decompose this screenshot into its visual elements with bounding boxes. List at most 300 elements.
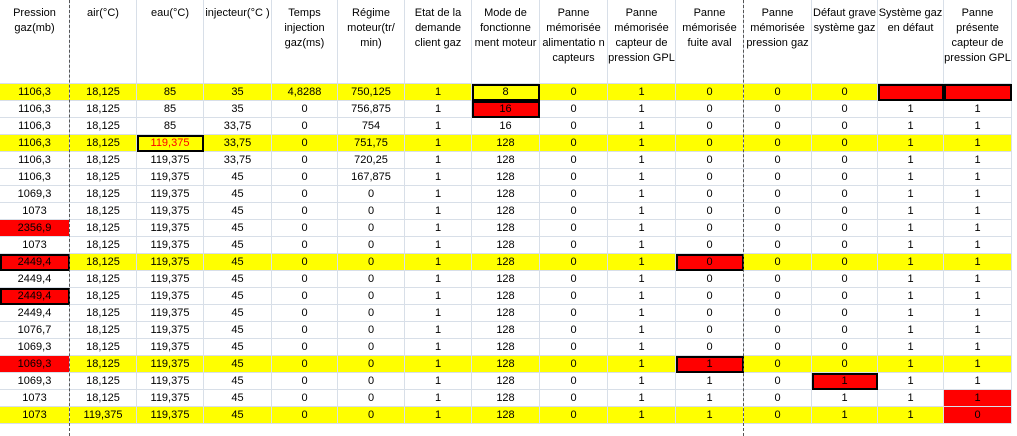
table-cell[interactable]: 128 — [472, 390, 540, 407]
table-cell[interactable]: 1 — [944, 203, 1012, 220]
table-cell[interactable]: 1 — [944, 135, 1012, 152]
column-header[interactable]: Système gaz en défaut — [878, 0, 944, 84]
table-cell[interactable]: 0 — [676, 220, 744, 237]
table-cell[interactable]: 0 — [540, 237, 608, 254]
table-cell[interactable]: 45 — [204, 356, 272, 373]
table-cell[interactable]: 119,375 — [137, 305, 204, 322]
column-header[interactable]: Régime moteur(tr/ min) — [338, 0, 405, 84]
table-cell[interactable]: 119,375 — [137, 373, 204, 390]
table-cell[interactable]: 756,875 — [338, 101, 405, 118]
table-cell[interactable]: 1 — [405, 220, 472, 237]
table-cell[interactable]: 119,375 — [137, 135, 204, 152]
table-cell[interactable]: 1 — [608, 373, 676, 390]
table-cell[interactable]: 1 — [878, 169, 944, 186]
table-cell[interactable]: 128 — [472, 356, 540, 373]
table-cell[interactable]: 18,125 — [70, 101, 137, 118]
table-cell[interactable]: 1 — [878, 407, 944, 424]
table-cell[interactable]: 0 — [540, 135, 608, 152]
table-cell[interactable]: 0 — [812, 169, 878, 186]
table-cell[interactable]: 1 — [405, 135, 472, 152]
table-cell[interactable]: 45 — [204, 288, 272, 305]
table-cell[interactable]: 18,125 — [70, 169, 137, 186]
table-cell[interactable]: 0 — [338, 237, 405, 254]
table-cell[interactable]: 0 — [338, 203, 405, 220]
column-header[interactable]: air(°C) — [70, 0, 137, 84]
table-cell[interactable]: 45 — [204, 254, 272, 271]
table-cell[interactable]: 1 — [608, 84, 676, 101]
table-cell[interactable]: 1 — [608, 220, 676, 237]
table-cell[interactable]: 2449,4 — [0, 271, 70, 288]
table-cell[interactable]: 119,375 — [137, 152, 204, 169]
column-header[interactable]: Pression gaz(mb) — [0, 0, 70, 84]
table-cell[interactable]: 1 — [878, 254, 944, 271]
table-cell[interactable]: 1 — [405, 169, 472, 186]
table-cell[interactable]: 720,25 — [338, 152, 405, 169]
table-cell[interactable]: 45 — [204, 322, 272, 339]
table-cell[interactable]: 0 — [540, 373, 608, 390]
table-cell[interactable]: 128 — [472, 288, 540, 305]
table-cell[interactable]: 1 — [676, 373, 744, 390]
table-cell[interactable]: 0 — [744, 305, 812, 322]
table-cell[interactable]: 33,75 — [204, 152, 272, 169]
table-cell[interactable]: 18,125 — [70, 305, 137, 322]
table-cell[interactable]: 0 — [540, 101, 608, 118]
table-cell[interactable]: 0 — [540, 220, 608, 237]
table-cell[interactable]: 1069,3 — [0, 356, 70, 373]
table-cell[interactable]: 1 — [676, 407, 744, 424]
table-cell[interactable]: 119,375 — [137, 271, 204, 288]
table-cell[interactable]: 119,375 — [137, 288, 204, 305]
table-cell[interactable]: 1 — [878, 322, 944, 339]
table-cell[interactable]: 33,75 — [204, 135, 272, 152]
table-cell[interactable]: 8 — [472, 84, 540, 101]
table-cell[interactable]: 2356,9 — [0, 220, 70, 237]
table-cell[interactable]: 1 — [405, 305, 472, 322]
table-cell[interactable]: 0 — [540, 356, 608, 373]
table-cell[interactable]: 1069,3 — [0, 339, 70, 356]
table-cell[interactable]: 0 — [338, 407, 405, 424]
table-cell[interactable]: 0 — [676, 305, 744, 322]
table-cell[interactable]: 18,125 — [70, 203, 137, 220]
table-cell[interactable]: 1 — [405, 118, 472, 135]
table-cell[interactable]: 0 — [812, 220, 878, 237]
table-cell[interactable]: 0 — [540, 203, 608, 220]
table-cell[interactable]: 45 — [204, 186, 272, 203]
table-cell[interactable]: 85 — [137, 101, 204, 118]
table-cell[interactable]: 0 — [540, 118, 608, 135]
column-header[interactable]: Etat de la demande client gaz — [405, 0, 472, 84]
table-cell[interactable]: 0 — [744, 339, 812, 356]
table-cell[interactable]: 128 — [472, 322, 540, 339]
table-cell[interactable]: 1 — [608, 339, 676, 356]
table-cell[interactable]: 0 — [744, 254, 812, 271]
table-cell[interactable]: 45 — [204, 390, 272, 407]
table-cell[interactable]: 0 — [272, 322, 338, 339]
table-cell[interactable]: 1 — [944, 186, 1012, 203]
table-cell[interactable]: 45 — [204, 220, 272, 237]
table-cell[interactable]: 128 — [472, 186, 540, 203]
table-cell[interactable]: 18,125 — [70, 322, 137, 339]
table-cell[interactable]: 128 — [472, 169, 540, 186]
table-cell[interactable]: 0 — [676, 339, 744, 356]
table-cell[interactable]: 0 — [676, 271, 744, 288]
table-cell[interactable]: 128 — [472, 254, 540, 271]
table-cell[interactable]: 1 — [878, 237, 944, 254]
table-cell[interactable]: 1 — [944, 101, 1012, 118]
table-cell[interactable]: 0 — [272, 356, 338, 373]
table-cell[interactable]: 0 — [338, 220, 405, 237]
table-cell[interactable]: 0 — [744, 271, 812, 288]
table-cell[interactable]: 0 — [812, 305, 878, 322]
table-cell[interactable]: 18,125 — [70, 356, 137, 373]
column-header[interactable]: Panne mémorisée alimentatio n capteurs — [540, 0, 608, 84]
table-cell[interactable]: 18,125 — [70, 152, 137, 169]
table-cell[interactable]: 1 — [944, 169, 1012, 186]
table-cell[interactable]: 1073 — [0, 390, 70, 407]
table-cell[interactable]: 1 — [878, 152, 944, 169]
table-cell[interactable]: 0 — [272, 118, 338, 135]
table-cell[interactable]: 0 — [338, 254, 405, 271]
table-cell[interactable]: 18,125 — [70, 237, 137, 254]
table-cell[interactable]: 128 — [472, 135, 540, 152]
table-cell[interactable]: 0 — [676, 237, 744, 254]
table-cell[interactable]: 1 — [878, 118, 944, 135]
table-cell[interactable]: 1 — [608, 254, 676, 271]
table-cell[interactable]: 0 — [540, 305, 608, 322]
table-cell[interactable]: 1 — [812, 390, 878, 407]
table-cell[interactable]: 1 — [405, 101, 472, 118]
table-cell[interactable]: 0 — [272, 101, 338, 118]
table-cell[interactable]: 0 — [272, 237, 338, 254]
table-cell[interactable]: 1069,3 — [0, 186, 70, 203]
table-cell[interactable]: 0 — [812, 271, 878, 288]
table-cell[interactable]: 1 — [944, 373, 1012, 390]
table-cell[interactable]: 1 — [878, 373, 944, 390]
table-cell[interactable]: 1 — [944, 84, 1012, 101]
table-cell[interactable]: 1 — [944, 254, 1012, 271]
table-cell[interactable]: 1 — [878, 101, 944, 118]
table-cell[interactable]: 1 — [944, 288, 1012, 305]
table-cell[interactable]: 0 — [272, 152, 338, 169]
table-cell[interactable]: 0 — [744, 373, 812, 390]
table-cell[interactable]: 18,125 — [70, 373, 137, 390]
table-cell[interactable]: 1 — [608, 356, 676, 373]
table-cell[interactable]: 1 — [812, 373, 878, 390]
table-cell[interactable]: 1 — [944, 356, 1012, 373]
table-cell[interactable]: 119,375 — [137, 169, 204, 186]
table-cell[interactable]: 1069,3 — [0, 373, 70, 390]
table-cell[interactable]: 18,125 — [70, 135, 137, 152]
table-cell[interactable]: 0 — [812, 135, 878, 152]
table-cell[interactable]: 0 — [272, 305, 338, 322]
table-cell[interactable]: 1 — [676, 390, 744, 407]
table-cell[interactable]: 45 — [204, 407, 272, 424]
table-cell[interactable]: 1 — [608, 271, 676, 288]
table-cell[interactable]: 18,125 — [70, 84, 137, 101]
table-cell[interactable]: 1 — [608, 288, 676, 305]
column-header[interactable]: Temps injection gaz(ms) — [272, 0, 338, 84]
table-cell[interactable]: 0 — [676, 152, 744, 169]
table-cell[interactable]: 1 — [812, 407, 878, 424]
table-cell[interactable]: 0 — [744, 152, 812, 169]
table-cell[interactable]: 0 — [540, 84, 608, 101]
table-cell[interactable]: 0 — [338, 322, 405, 339]
table-cell[interactable]: 18,125 — [70, 220, 137, 237]
table-cell[interactable]: 0 — [744, 356, 812, 373]
table-cell[interactable]: 1 — [878, 271, 944, 288]
table-cell[interactable]: 119,375 — [137, 390, 204, 407]
table-cell[interactable]: 754 — [338, 118, 405, 135]
table-cell[interactable]: 1106,3 — [0, 152, 70, 169]
table-cell[interactable]: 0 — [540, 169, 608, 186]
table-cell[interactable]: 1 — [676, 356, 744, 373]
table-cell[interactable]: 16 — [472, 118, 540, 135]
table-cell[interactable]: 1 — [405, 407, 472, 424]
table-cell[interactable]: 18,125 — [70, 339, 137, 356]
table-cell[interactable]: 0 — [338, 288, 405, 305]
table-cell[interactable]: 0 — [676, 118, 744, 135]
table-cell[interactable]: 85 — [137, 118, 204, 135]
table-cell[interactable]: 128 — [472, 237, 540, 254]
table-cell[interactable]: 0 — [744, 84, 812, 101]
table-cell[interactable]: 2449,4 — [0, 288, 70, 305]
table-cell[interactable]: 0 — [944, 407, 1012, 424]
table-cell[interactable]: 0 — [540, 390, 608, 407]
table-cell[interactable]: 0 — [338, 271, 405, 288]
column-header[interactable]: Panne mémorisée capteur de pression GPL — [608, 0, 676, 84]
table-cell[interactable]: 1106,3 — [0, 169, 70, 186]
table-cell[interactable]: 1 — [608, 101, 676, 118]
table-cell[interactable]: 128 — [472, 339, 540, 356]
table-cell[interactable]: 119,375 — [137, 220, 204, 237]
table-cell[interactable]: 45 — [204, 203, 272, 220]
table-cell[interactable]: 0 — [812, 186, 878, 203]
table-cell[interactable]: 1 — [944, 390, 1012, 407]
table-cell[interactable]: 0 — [676, 101, 744, 118]
table-cell[interactable]: 0 — [744, 186, 812, 203]
table-cell[interactable]: 1073 — [0, 407, 70, 424]
table-cell[interactable]: 1 — [944, 152, 1012, 169]
table-cell[interactable]: 128 — [472, 271, 540, 288]
table-cell[interactable]: 119,375 — [137, 322, 204, 339]
table-cell[interactable]: 128 — [472, 203, 540, 220]
table-cell[interactable]: 1 — [944, 271, 1012, 288]
table-cell[interactable]: 1076,7 — [0, 322, 70, 339]
table-cell[interactable]: 1 — [944, 220, 1012, 237]
table-cell[interactable]: 0 — [272, 203, 338, 220]
table-cell[interactable]: 1106,3 — [0, 135, 70, 152]
table-cell[interactable]: 1 — [405, 84, 472, 101]
table-cell[interactable]: 1 — [944, 339, 1012, 356]
table-cell[interactable]: 0 — [744, 101, 812, 118]
table-cell[interactable]: 0 — [540, 339, 608, 356]
column-header[interactable]: Panne présente capteur de pression GPL — [944, 0, 1012, 84]
table-cell[interactable]: 1106,3 — [0, 84, 70, 101]
table-cell[interactable]: 0 — [272, 186, 338, 203]
table-cell[interactable]: 0 — [812, 118, 878, 135]
table-cell[interactable]: 0 — [338, 356, 405, 373]
table-cell[interactable]: 0 — [676, 84, 744, 101]
table-cell[interactable]: 2449,4 — [0, 254, 70, 271]
table-cell[interactable]: 1 — [878, 203, 944, 220]
table-cell[interactable]: 16 — [472, 101, 540, 118]
table-cell[interactable]: 0 — [338, 339, 405, 356]
table-cell[interactable]: 0 — [676, 169, 744, 186]
table-cell[interactable]: 119,375 — [70, 407, 137, 424]
table-cell[interactable]: 1 — [608, 203, 676, 220]
table-cell[interactable]: 1073 — [0, 237, 70, 254]
table-cell[interactable]: 1 — [405, 373, 472, 390]
table-cell[interactable]: 0 — [812, 101, 878, 118]
table-cell[interactable]: 85 — [137, 84, 204, 101]
table-cell[interactable]: 0 — [540, 271, 608, 288]
table-cell[interactable]: 2449,4 — [0, 305, 70, 322]
table-cell[interactable]: 0 — [540, 254, 608, 271]
table-cell[interactable]: 45 — [204, 237, 272, 254]
table-cell[interactable]: 0 — [272, 135, 338, 152]
table-cell[interactable]: 18,125 — [70, 288, 137, 305]
table-cell[interactable]: 0 — [676, 203, 744, 220]
table-cell[interactable]: 0 — [812, 84, 878, 101]
table-cell[interactable]: 119,375 — [137, 203, 204, 220]
table-cell[interactable]: 0 — [338, 186, 405, 203]
table-cell[interactable]: 1 — [878, 135, 944, 152]
table-cell[interactable]: 4,8288 — [272, 84, 338, 101]
table-cell[interactable]: 128 — [472, 373, 540, 390]
table-cell[interactable]: 0 — [812, 288, 878, 305]
table-cell[interactable]: 1 — [608, 390, 676, 407]
column-header[interactable]: Défaut grave système gaz — [812, 0, 878, 84]
table-cell[interactable]: 0 — [338, 305, 405, 322]
table-cell[interactable]: 128 — [472, 220, 540, 237]
table-cell[interactable]: 45 — [204, 373, 272, 390]
table-cell[interactable]: 1 — [405, 356, 472, 373]
table-cell[interactable]: 45 — [204, 169, 272, 186]
table-cell[interactable]: 1 — [405, 237, 472, 254]
table-cell[interactable]: 1 — [944, 322, 1012, 339]
table-cell[interactable]: 1106,3 — [0, 101, 70, 118]
table-cell[interactable]: 33,75 — [204, 118, 272, 135]
table-cell[interactable]: 0 — [744, 203, 812, 220]
table-cell[interactable]: 0 — [812, 254, 878, 271]
table-cell[interactable]: 167,875 — [338, 169, 405, 186]
table-cell[interactable]: 18,125 — [70, 271, 137, 288]
table-cell[interactable]: 1 — [878, 288, 944, 305]
table-cell[interactable]: 18,125 — [70, 118, 137, 135]
table-cell[interactable]: 0 — [744, 237, 812, 254]
table-cell[interactable]: 1 — [878, 84, 944, 101]
table-cell[interactable]: 0 — [272, 288, 338, 305]
table-cell[interactable]: 1 — [405, 390, 472, 407]
table-cell[interactable]: 1 — [608, 305, 676, 322]
table-cell[interactable]: 0 — [676, 186, 744, 203]
column-header[interactable]: injecteur(°C ) — [204, 0, 272, 84]
table-cell[interactable]: 45 — [204, 339, 272, 356]
column-header[interactable]: Panne mémorisée pression gaz — [744, 0, 812, 84]
table-cell[interactable]: 1 — [878, 339, 944, 356]
table-cell[interactable]: 0 — [540, 152, 608, 169]
table-cell[interactable]: 119,375 — [137, 254, 204, 271]
table-cell[interactable]: 1 — [878, 186, 944, 203]
table-cell[interactable]: 1 — [405, 322, 472, 339]
table-cell[interactable]: 119,375 — [137, 237, 204, 254]
column-header[interactable]: Mode de fonctionne ment moteur — [472, 0, 540, 84]
table-cell[interactable]: 1 — [608, 118, 676, 135]
table-cell[interactable]: 0 — [676, 288, 744, 305]
table-cell[interactable]: 0 — [676, 254, 744, 271]
table-cell[interactable]: 1073 — [0, 203, 70, 220]
table-cell[interactable]: 0 — [812, 322, 878, 339]
table-cell[interactable]: 1 — [405, 152, 472, 169]
table-cell[interactable]: 0 — [540, 407, 608, 424]
table-cell[interactable]: 0 — [744, 407, 812, 424]
table-cell[interactable]: 18,125 — [70, 186, 137, 203]
table-cell[interactable]: 1 — [405, 254, 472, 271]
table-cell[interactable]: 0 — [812, 203, 878, 220]
table-cell[interactable]: 0 — [744, 169, 812, 186]
table-cell[interactable]: 1 — [878, 220, 944, 237]
table-cell[interactable]: 128 — [472, 305, 540, 322]
table-cell[interactable]: 0 — [812, 339, 878, 356]
table-cell[interactable]: 1 — [878, 305, 944, 322]
table-cell[interactable]: 1 — [944, 237, 1012, 254]
table-cell[interactable]: 1 — [608, 135, 676, 152]
table-cell[interactable]: 0 — [540, 322, 608, 339]
table-cell[interactable]: 1 — [608, 152, 676, 169]
table-cell[interactable]: 0 — [540, 186, 608, 203]
table-cell[interactable]: 0 — [338, 373, 405, 390]
table-cell[interactable]: 1 — [608, 237, 676, 254]
table-cell[interactable]: 0 — [812, 152, 878, 169]
table-cell[interactable]: 35 — [204, 101, 272, 118]
column-header[interactable]: eau(°C) — [137, 0, 204, 84]
table-cell[interactable]: 0 — [744, 220, 812, 237]
table-cell[interactable]: 119,375 — [137, 407, 204, 424]
table-cell[interactable]: 1 — [944, 118, 1012, 135]
table-cell[interactable]: 0 — [272, 339, 338, 356]
column-header[interactable]: Panne mémorisée fuite aval — [676, 0, 744, 84]
table-cell[interactable]: 119,375 — [137, 339, 204, 356]
table-cell[interactable]: 35 — [204, 84, 272, 101]
table-cell[interactable]: 0 — [272, 169, 338, 186]
table-cell[interactable]: 0 — [272, 220, 338, 237]
table-cell[interactable]: 0 — [272, 254, 338, 271]
table-cell[interactable]: 0 — [676, 322, 744, 339]
table-cell[interactable]: 119,375 — [137, 186, 204, 203]
table-cell[interactable]: 0 — [676, 135, 744, 152]
table-cell[interactable]: 1 — [878, 390, 944, 407]
table-cell[interactable]: 0 — [272, 390, 338, 407]
table-cell[interactable]: 1 — [405, 271, 472, 288]
table-cell[interactable]: 128 — [472, 407, 540, 424]
table-cell[interactable]: 128 — [472, 152, 540, 169]
table-cell[interactable]: 751,75 — [338, 135, 405, 152]
table-cell[interactable]: 45 — [204, 271, 272, 288]
table-cell[interactable]: 1 — [944, 305, 1012, 322]
table-cell[interactable]: 1 — [405, 203, 472, 220]
table-cell[interactable]: 0 — [744, 118, 812, 135]
table-cell[interactable]: 119,375 — [137, 356, 204, 373]
table-cell[interactable]: 0 — [272, 271, 338, 288]
table-cell[interactable]: 0 — [540, 288, 608, 305]
table-cell[interactable]: 1 — [405, 186, 472, 203]
table-cell[interactable]: 0 — [744, 135, 812, 152]
table-cell[interactable]: 18,125 — [70, 390, 137, 407]
table-cell[interactable]: 750,125 — [338, 84, 405, 101]
table-cell[interactable]: 1 — [608, 407, 676, 424]
table-cell[interactable]: 1 — [878, 356, 944, 373]
table-cell[interactable]: 0 — [744, 288, 812, 305]
